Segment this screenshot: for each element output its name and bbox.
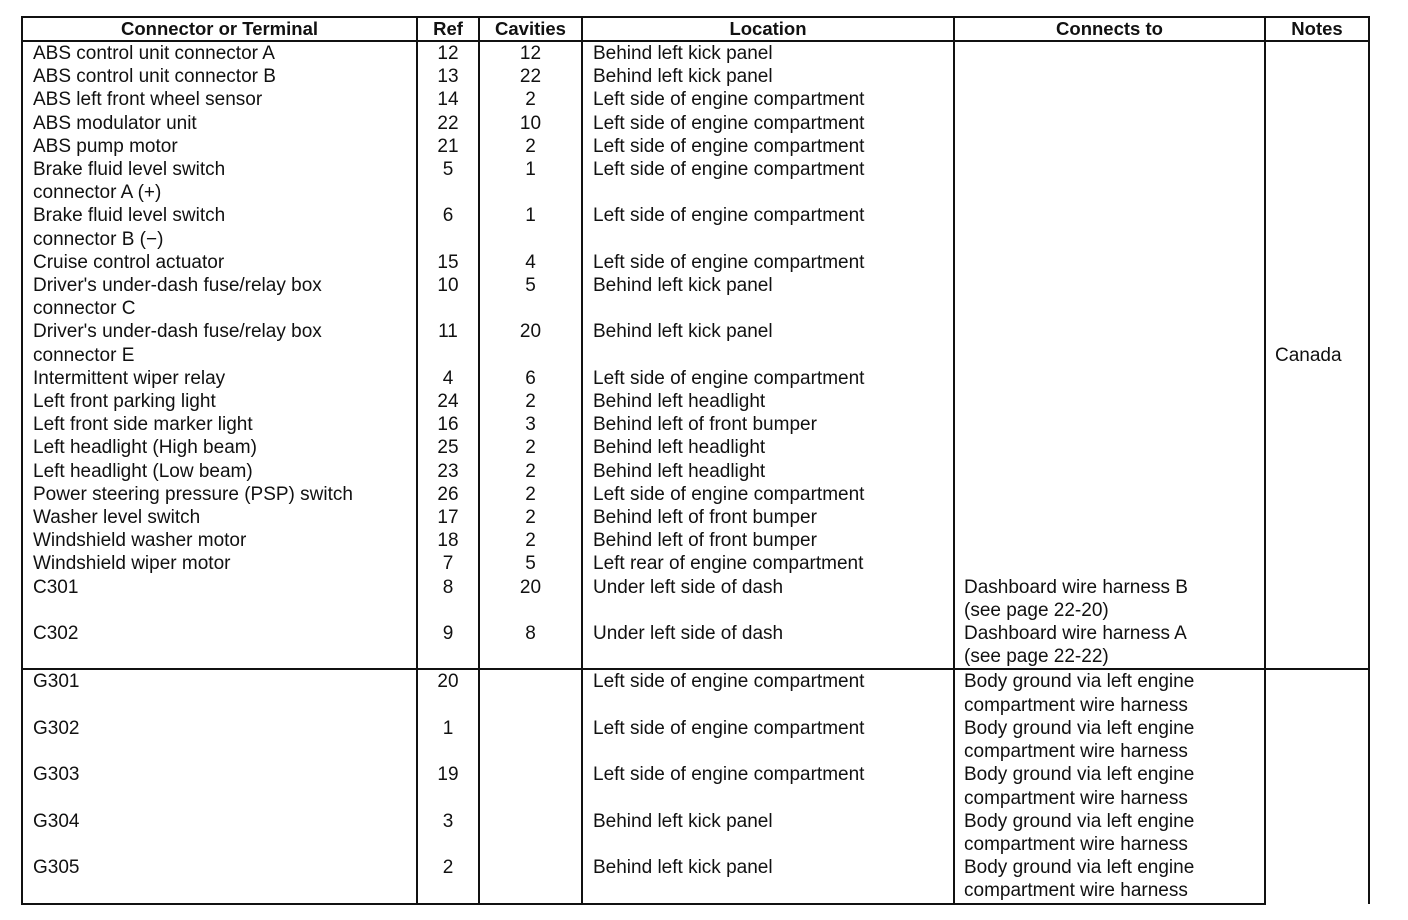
location-cell: Left side of engine compartment	[582, 483, 954, 506]
location-cell: Under left side of dash	[582, 622, 954, 669]
table-body	[22, 41, 1369, 904]
table-row	[22, 436, 1369, 459]
connects-to-cell	[954, 367, 1265, 390]
ref-cell: 3	[417, 810, 479, 856]
connects-to-cell: Body ground via left engine compartment wire harness	[954, 669, 1265, 716]
ref-cell: 23	[417, 460, 479, 483]
header-ref: Ref	[417, 17, 479, 41]
cavities-cell: 5	[479, 274, 582, 320]
table-row	[22, 460, 1369, 483]
ref-cell: 22	[417, 112, 479, 135]
connector-cell: ABS control unit connector A	[22, 41, 417, 65]
location-cell: Behind left headlight	[582, 460, 954, 483]
connector-cell: G301	[22, 669, 417, 716]
connector-cell: Intermittent wiper relay	[22, 367, 417, 390]
connector-cell: Left front side marker light	[22, 413, 417, 436]
location-cell: Left side of engine compartment	[582, 112, 954, 135]
ref-cell: 26	[417, 483, 479, 506]
table-row	[22, 41, 1369, 65]
connects-to-cell: Body ground via left engine compartment wire harness	[954, 763, 1265, 809]
table-row	[22, 367, 1369, 390]
cavities-cell	[479, 856, 582, 903]
cavities-cell: 2	[479, 483, 582, 506]
connects-to-cell	[954, 41, 1265, 65]
table-row	[22, 204, 1369, 250]
table-row	[22, 529, 1369, 552]
ref-cell: 9	[417, 622, 479, 669]
connects-to-cell	[954, 112, 1265, 135]
location-cell: Left side of engine compartment	[582, 251, 954, 274]
cavities-cell: 2	[479, 88, 582, 111]
cavities-cell: 2	[479, 436, 582, 459]
cavities-cell	[479, 763, 582, 809]
connects-to-cell	[954, 88, 1265, 111]
ref-cell: 8	[417, 576, 479, 622]
ref-cell: 18	[417, 529, 479, 552]
table-row	[22, 251, 1369, 274]
cavities-cell: 22	[479, 65, 582, 88]
ref-cell: 14	[417, 88, 479, 111]
location-cell: Behind left kick panel	[582, 65, 954, 88]
ref-cell: 25	[417, 436, 479, 459]
connector-cell: Left headlight (Low beam)	[22, 460, 417, 483]
cavities-cell: 1	[479, 204, 582, 250]
connects-to-cell: Dashboard wire harness B (see page 22-20)	[954, 576, 1265, 622]
ref-cell: 2	[417, 856, 479, 903]
connector-cell: ABS left front wheel sensor	[22, 88, 417, 111]
table-row	[22, 576, 1369, 622]
location-cell: Left side of engine compartment	[582, 763, 954, 809]
header-row	[22, 17, 1369, 41]
connects-to-cell: Body ground via left engine compartment wire harness	[954, 856, 1265, 903]
location-cell: Left side of engine compartment	[582, 135, 954, 158]
cavities-cell: 3	[479, 413, 582, 436]
location-cell: Behind left kick panel	[582, 856, 954, 903]
ref-cell: 7	[417, 552, 479, 575]
cavities-cell: 2	[479, 390, 582, 413]
connector-cell: G305	[22, 856, 417, 903]
table-row	[22, 856, 1369, 903]
ref-cell: 20	[417, 669, 479, 716]
table-row	[22, 717, 1369, 763]
connects-to-cell	[954, 552, 1265, 575]
connector-cell: G303	[22, 763, 417, 809]
connects-to-cell	[954, 320, 1265, 366]
ref-cell: 5	[417, 158, 479, 204]
connects-to-cell	[954, 506, 1265, 529]
cavities-cell	[479, 717, 582, 763]
connector-cell: Driver's under-dash fuse/relay box connector E	[22, 320, 417, 366]
cavities-cell: 2	[479, 506, 582, 529]
connects-to-cell: Dashboard wire harness A (see page 22-22)	[954, 622, 1265, 669]
ref-cell: 19	[417, 763, 479, 809]
connects-to-cell	[954, 204, 1265, 250]
cavities-cell: 12	[479, 41, 582, 65]
connects-to-cell	[954, 529, 1265, 552]
ref-cell: 16	[417, 413, 479, 436]
connects-to-cell	[954, 460, 1265, 483]
location-cell: Left side of engine compartment	[582, 204, 954, 250]
cavities-cell: 6	[479, 367, 582, 390]
location-cell: Behind left kick panel	[582, 41, 954, 65]
table-row	[22, 390, 1369, 413]
ref-cell: 15	[417, 251, 479, 274]
ref-cell: 13	[417, 65, 479, 88]
cavities-cell: 2	[479, 529, 582, 552]
location-cell: Behind left of front bumper	[582, 529, 954, 552]
connector-cell: Windshield wiper motor	[22, 552, 417, 575]
connects-to-cell	[954, 65, 1265, 88]
ref-cell: 21	[417, 135, 479, 158]
cavities-cell	[479, 810, 582, 856]
table-row	[22, 483, 1369, 506]
cavities-cell: 1	[479, 158, 582, 204]
table-row	[22, 622, 1369, 669]
location-cell: Behind left kick panel	[582, 274, 954, 320]
header-connects-to: Connects to	[954, 17, 1265, 41]
connector-table	[21, 16, 1370, 905]
cavities-cell: 4	[479, 251, 582, 274]
group1-notes-cell: Canada	[1265, 41, 1369, 669]
location-cell: Left side of engine compartment	[582, 717, 954, 763]
ref-cell: 12	[417, 41, 479, 65]
connects-to-cell	[954, 390, 1265, 413]
connects-to-cell	[954, 251, 1265, 274]
connector-cell: Cruise control actuator	[22, 251, 417, 274]
ref-cell: 1	[417, 717, 479, 763]
location-cell: Behind left of front bumper	[582, 413, 954, 436]
cavities-cell: 2	[479, 460, 582, 483]
connects-to-cell	[954, 413, 1265, 436]
cavities-cell: 20	[479, 576, 582, 622]
table-row	[22, 669, 1369, 716]
connector-cell: Washer level switch	[22, 506, 417, 529]
connector-cell: Brake fluid level switch connector B (−)	[22, 204, 417, 250]
ref-cell: 17	[417, 506, 479, 529]
table-row	[22, 413, 1369, 436]
connector-cell: C301	[22, 576, 417, 622]
location-cell: Behind left headlight	[582, 436, 954, 459]
cavities-cell: 2	[479, 135, 582, 158]
ref-cell: 6	[417, 204, 479, 250]
connector-cell: G304	[22, 810, 417, 856]
connects-to-cell	[954, 135, 1265, 158]
connector-cell: ABS pump motor	[22, 135, 417, 158]
location-cell: Under left side of dash	[582, 576, 954, 622]
cavities-cell	[479, 669, 582, 716]
table-row	[22, 810, 1369, 856]
connector-cell: Power steering pressure (PSP) switch	[22, 483, 417, 506]
table-row	[22, 506, 1369, 529]
connector-cell: Left front parking light	[22, 390, 417, 413]
location-cell: Left side of engine compartment	[582, 367, 954, 390]
table-row	[22, 320, 1369, 366]
header-cavities: Cavities	[479, 17, 582, 41]
header-connector: Connector or Terminal	[22, 17, 417, 41]
header-notes: Notes	[1265, 17, 1369, 41]
table-row	[22, 274, 1369, 320]
cavities-cell: 5	[479, 552, 582, 575]
cavities-cell: 8	[479, 622, 582, 669]
ref-cell: 24	[417, 390, 479, 413]
connects-to-cell	[954, 483, 1265, 506]
table-row	[22, 763, 1369, 809]
ref-cell: 4	[417, 367, 479, 390]
connector-cell: C302	[22, 622, 417, 669]
table-row	[22, 158, 1369, 204]
location-cell: Behind left kick panel	[582, 810, 954, 856]
table-row	[22, 112, 1369, 135]
table-row	[22, 135, 1369, 158]
location-cell: Behind left kick panel	[582, 320, 954, 366]
location-cell: Left side of engine compartment	[582, 158, 954, 204]
connector-cell: Windshield washer motor	[22, 529, 417, 552]
connector-cell: ABS modulator unit	[22, 112, 417, 135]
connects-to-cell	[954, 274, 1265, 320]
connects-to-cell: Body ground via left engine compartment wire harness	[954, 810, 1265, 856]
connector-cell: Left headlight (High beam)	[22, 436, 417, 459]
ref-cell: 11	[417, 320, 479, 366]
connector-cell: ABS control unit connector B	[22, 65, 417, 88]
connects-to-cell	[954, 158, 1265, 204]
connector-cell: Driver's under-dash fuse/relay box connector C	[22, 274, 417, 320]
cavities-cell: 20	[479, 320, 582, 366]
connector-cell: G302	[22, 717, 417, 763]
group2-notes-cell	[1265, 669, 1369, 903]
location-cell: Left side of engine compartment	[582, 88, 954, 111]
ref-cell: 10	[417, 274, 479, 320]
table-row	[22, 88, 1369, 111]
connector-cell: Brake fluid level switch connector A (+)	[22, 158, 417, 204]
header-location: Location	[582, 17, 954, 41]
table-row	[22, 552, 1369, 575]
location-cell: Behind left of front bumper	[582, 506, 954, 529]
cavities-cell: 10	[479, 112, 582, 135]
location-cell: Left side of engine compartment	[582, 669, 954, 716]
table-row	[22, 65, 1369, 88]
location-cell: Left rear of engine compartment	[582, 552, 954, 575]
connects-to-cell: Body ground via left engine compartment wire harness	[954, 717, 1265, 763]
connects-to-cell	[954, 436, 1265, 459]
location-cell: Behind left headlight	[582, 390, 954, 413]
